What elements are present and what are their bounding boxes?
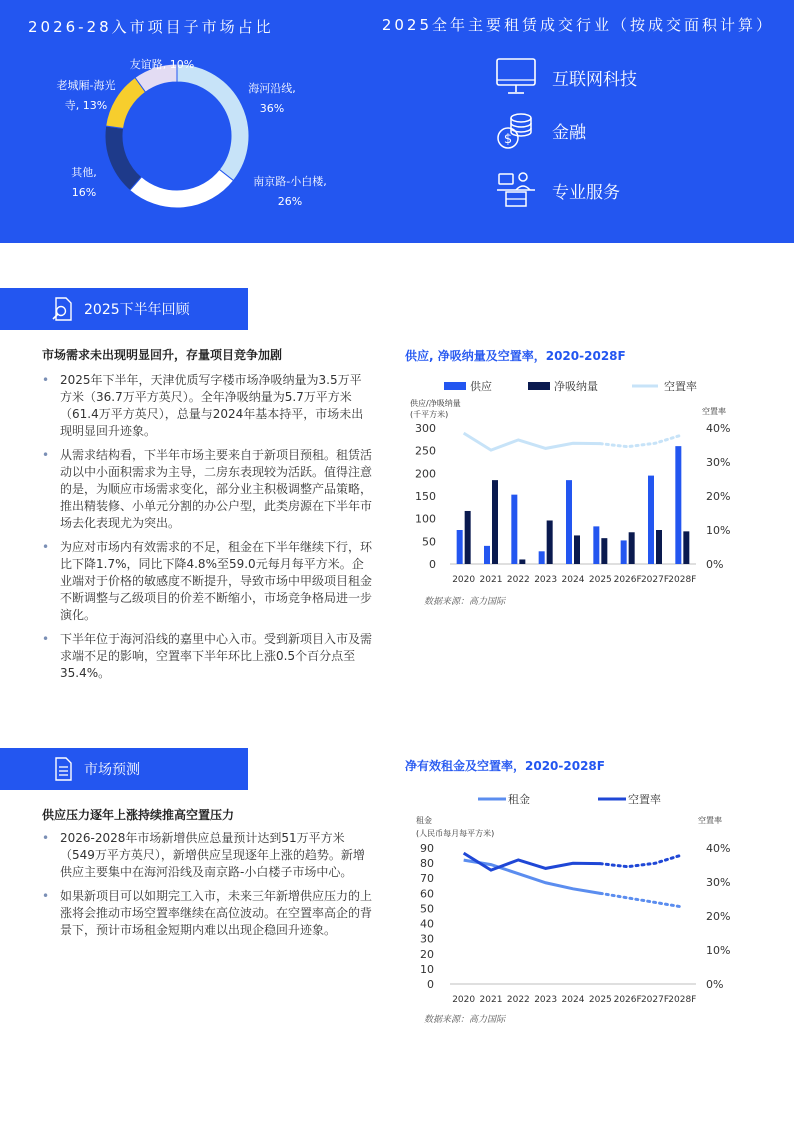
list-item: • 如果新项目可以如期完工入市，未来三年新增供应压力的上涨将会推动市场空置率继续在高位波动。在空置率高企的背景下，预计市场租金短期内难以出现企稳回升迹象。 bbox=[42, 888, 372, 939]
bar bbox=[675, 446, 681, 564]
supply-absorption-vacancy-chart bbox=[400, 372, 780, 587]
y-tick-label: 100 bbox=[415, 512, 436, 526]
x-tick-label: 2021 bbox=[479, 995, 503, 1005]
rent-vacancy-chart-title: 净有效租金及空置率，2020-2028F bbox=[405, 759, 605, 773]
y-tick-label: 20 bbox=[420, 947, 434, 961]
y-tick-label: 80 bbox=[420, 857, 434, 871]
y2-tick-label: 40% bbox=[706, 842, 731, 855]
chart-source: 数据来源：高力国际 bbox=[424, 1015, 506, 1025]
donut-slice-label: 其他, 16% bbox=[71, 166, 97, 199]
y2-tick-label: 20% bbox=[706, 910, 731, 923]
bar bbox=[593, 526, 599, 564]
y2-tick-label: 30% bbox=[706, 456, 731, 469]
document-list-icon bbox=[50, 756, 76, 782]
y-tick-label: 60 bbox=[420, 887, 434, 901]
y2-tick-label: 40% bbox=[706, 422, 731, 435]
list-item: • 从需求结构看，下半年市场主要来自于新项目预租。租赁活动以中小面积需求为主导，二房东表现较为活跃。值得注意的是，为顺应市场需求变化，部分业主积极调整产品策略，推出精装修、小单元分割的办公户型，此类房源在下半年市场去化表现尤为突出。 bbox=[42, 447, 372, 532]
x-tick-label: 2023 bbox=[534, 995, 558, 1005]
forecast-bullet-list bbox=[42, 830, 372, 946]
donut-slice-label: 友谊路, 10% bbox=[129, 58, 195, 71]
review-subhead: 市场需求未出现明显回升，存量项目竞争加剧 bbox=[42, 348, 283, 362]
section-review-header bbox=[0, 288, 248, 330]
x-tick-label: 2022 bbox=[506, 995, 530, 1005]
y2-tick-label: 0% bbox=[706, 558, 724, 571]
section-forecast-header bbox=[0, 748, 248, 790]
bar bbox=[484, 546, 490, 564]
x-tick-label: 2028F bbox=[668, 995, 697, 1005]
rent-forecast-line bbox=[600, 893, 682, 907]
x-tick-label: 2022 bbox=[506, 575, 530, 585]
bar bbox=[539, 551, 545, 564]
legend-label: 净吸纳量 bbox=[554, 380, 598, 393]
x-tick-label: 2028F bbox=[668, 575, 697, 585]
bar bbox=[566, 480, 572, 564]
industry-label: 互联网科技 bbox=[552, 69, 637, 90]
x-tick-label: 2025 bbox=[588, 575, 612, 585]
submarket-donut-chart bbox=[0, 40, 380, 240]
y-axis-label: 租金 bbox=[416, 816, 432, 825]
x-tick-label: 2020 bbox=[452, 575, 476, 585]
bar bbox=[547, 520, 553, 564]
industry-label: 专业服务 bbox=[552, 182, 620, 203]
industry-label: 金融 bbox=[552, 122, 586, 143]
donut-slice bbox=[130, 169, 234, 208]
list-item: • 下半年位于海河沿线的嘉里中心入市。受到新项目入市及需求端不足的影响，空置率下半年环比上涨0.5个百分点至35.4%。 bbox=[42, 631, 372, 682]
office-desk-icon bbox=[494, 168, 538, 212]
industry-finance bbox=[494, 108, 774, 152]
bar bbox=[457, 530, 463, 564]
bar bbox=[621, 540, 627, 564]
legend-swatch bbox=[528, 382, 550, 390]
submarket-share-title: 2026-28入市项目子市场占比 bbox=[28, 18, 274, 36]
x-tick-label: 2021 bbox=[479, 575, 503, 585]
legend-label: 空置率 bbox=[664, 380, 697, 393]
review-bullet-list bbox=[42, 372, 372, 689]
y-tick-label: 200 bbox=[415, 467, 436, 481]
x-tick-label: 2024 bbox=[561, 995, 585, 1005]
x-tick-label: 2026F bbox=[613, 575, 642, 585]
x-tick-label: 2025 bbox=[588, 995, 612, 1005]
list-item: • 2025年下半年，天津优质写字楼市场净吸纳量为3.5万平方米（36.7万平方英尺）。全年净吸纳量为5.7万平方米（61.4万平方英尺），总量与2024年基本持平，市场未出现明显回升迹象。 bbox=[42, 372, 372, 440]
y-tick-label: 40 bbox=[420, 917, 434, 931]
leasing-industries-title: 2025全年主要租赁成交行业（按成交面积计算） bbox=[381, 16, 774, 34]
y-tick-label: 250 bbox=[415, 444, 436, 458]
bar bbox=[601, 538, 607, 564]
bar bbox=[656, 530, 662, 564]
bar bbox=[511, 495, 517, 564]
y-tick-label: 300 bbox=[415, 422, 436, 435]
y2-axis-label: 空置率 bbox=[702, 407, 726, 416]
rent-vacancy-chart bbox=[400, 786, 780, 1006]
section-title: 市场预测 bbox=[84, 762, 140, 778]
legend-label: 空置率 bbox=[628, 793, 661, 806]
y2-tick-label: 30% bbox=[706, 876, 731, 889]
section-title: 2025下半年回顾 bbox=[84, 302, 190, 318]
y-tick-label: 90 bbox=[420, 842, 434, 855]
vacancy-line bbox=[464, 433, 601, 450]
bar bbox=[519, 559, 525, 564]
y2-tick-label: 0% bbox=[706, 978, 724, 991]
y-tick-label: 30 bbox=[420, 932, 434, 946]
vacancy-forecast-line bbox=[600, 855, 682, 867]
bar bbox=[574, 535, 580, 564]
list-item: • 为应对市场内有效需求的不足，租金在下半年继续下行，环比下降1.7%，同比下降4.8%至59.0元每月每平方米。企业端对于价格的敏感度不断提升，导致市场中甲级项目租金不断调整与乙级项目的价差不断缩小，市场竞争格局进一步演化。 bbox=[42, 539, 372, 624]
y-axis-label: (人民币每月每平方米) bbox=[416, 829, 495, 838]
bar bbox=[629, 532, 635, 564]
y-tick-label: 0 bbox=[427, 978, 434, 991]
y-tick-label: 50 bbox=[422, 535, 436, 549]
y-tick-label: 70 bbox=[420, 872, 434, 886]
y-tick-label: 50 bbox=[420, 902, 434, 916]
legend-label: 供应 bbox=[470, 380, 492, 393]
chart-source: 数据来源：高力国际 bbox=[424, 597, 506, 607]
bar bbox=[683, 531, 689, 564]
donut-slice-label: 海河沿线, 36% bbox=[248, 82, 296, 115]
supply-absorption-chart-title: 供应, 净吸纳量及空置率，2020-2028F bbox=[405, 349, 626, 363]
y-tick-label: 150 bbox=[415, 490, 436, 503]
donut-slice bbox=[177, 64, 249, 181]
x-tick-label: 2027F bbox=[640, 575, 670, 585]
legend-swatch bbox=[444, 382, 466, 390]
forecast-subhead: 供应压力逐年上涨持续推高空置压力 bbox=[42, 808, 235, 822]
x-tick-label: 2023 bbox=[534, 575, 558, 585]
hero-banner bbox=[0, 0, 794, 243]
y2-tick-label: 20% bbox=[706, 490, 731, 503]
y-axis-label: 供应/净吸纳量 bbox=[410, 399, 461, 408]
industry-internet-tech bbox=[494, 55, 774, 99]
vacancy-forecast-line bbox=[600, 435, 682, 447]
document-search-icon bbox=[50, 296, 76, 322]
y-tick-label: 0 bbox=[429, 558, 436, 571]
computer-icon bbox=[494, 55, 538, 99]
x-tick-label: 2024 bbox=[561, 575, 585, 585]
donut-slice-label: 南京路-小白楼, 26% bbox=[253, 175, 327, 208]
x-tick-label: 2026F bbox=[613, 995, 642, 1005]
list-item: • 2026-2028年市场新增供应总量预计达到51万平方米（549万平方英尺），新增供应呈现逐年上涨的趋势。新增供应主要集中在海河沿线及南京路-小白楼子市场中心。 bbox=[42, 830, 372, 881]
x-tick-label: 2020 bbox=[452, 995, 476, 1005]
coins-icon bbox=[494, 108, 538, 152]
donut-slice bbox=[105, 126, 142, 190]
y2-tick-label: 10% bbox=[706, 524, 731, 537]
y-axis-label: (千平方米) bbox=[410, 410, 449, 419]
industry-professional-services bbox=[494, 168, 774, 212]
legend-label: 租金 bbox=[508, 793, 530, 806]
bar bbox=[648, 476, 654, 564]
x-tick-label: 2027F bbox=[640, 995, 670, 1005]
donut-slice-label: 老城厢-海光寺, 13% bbox=[56, 79, 116, 112]
bar bbox=[465, 511, 471, 564]
vacancy-line bbox=[464, 853, 601, 870]
bar bbox=[492, 480, 498, 564]
svg-text:$: $ bbox=[503, 132, 513, 147]
y2-tick-label: 10% bbox=[706, 944, 731, 957]
y2-axis-label: 空置率 bbox=[698, 816, 722, 825]
y-tick-label: 10 bbox=[420, 962, 434, 976]
